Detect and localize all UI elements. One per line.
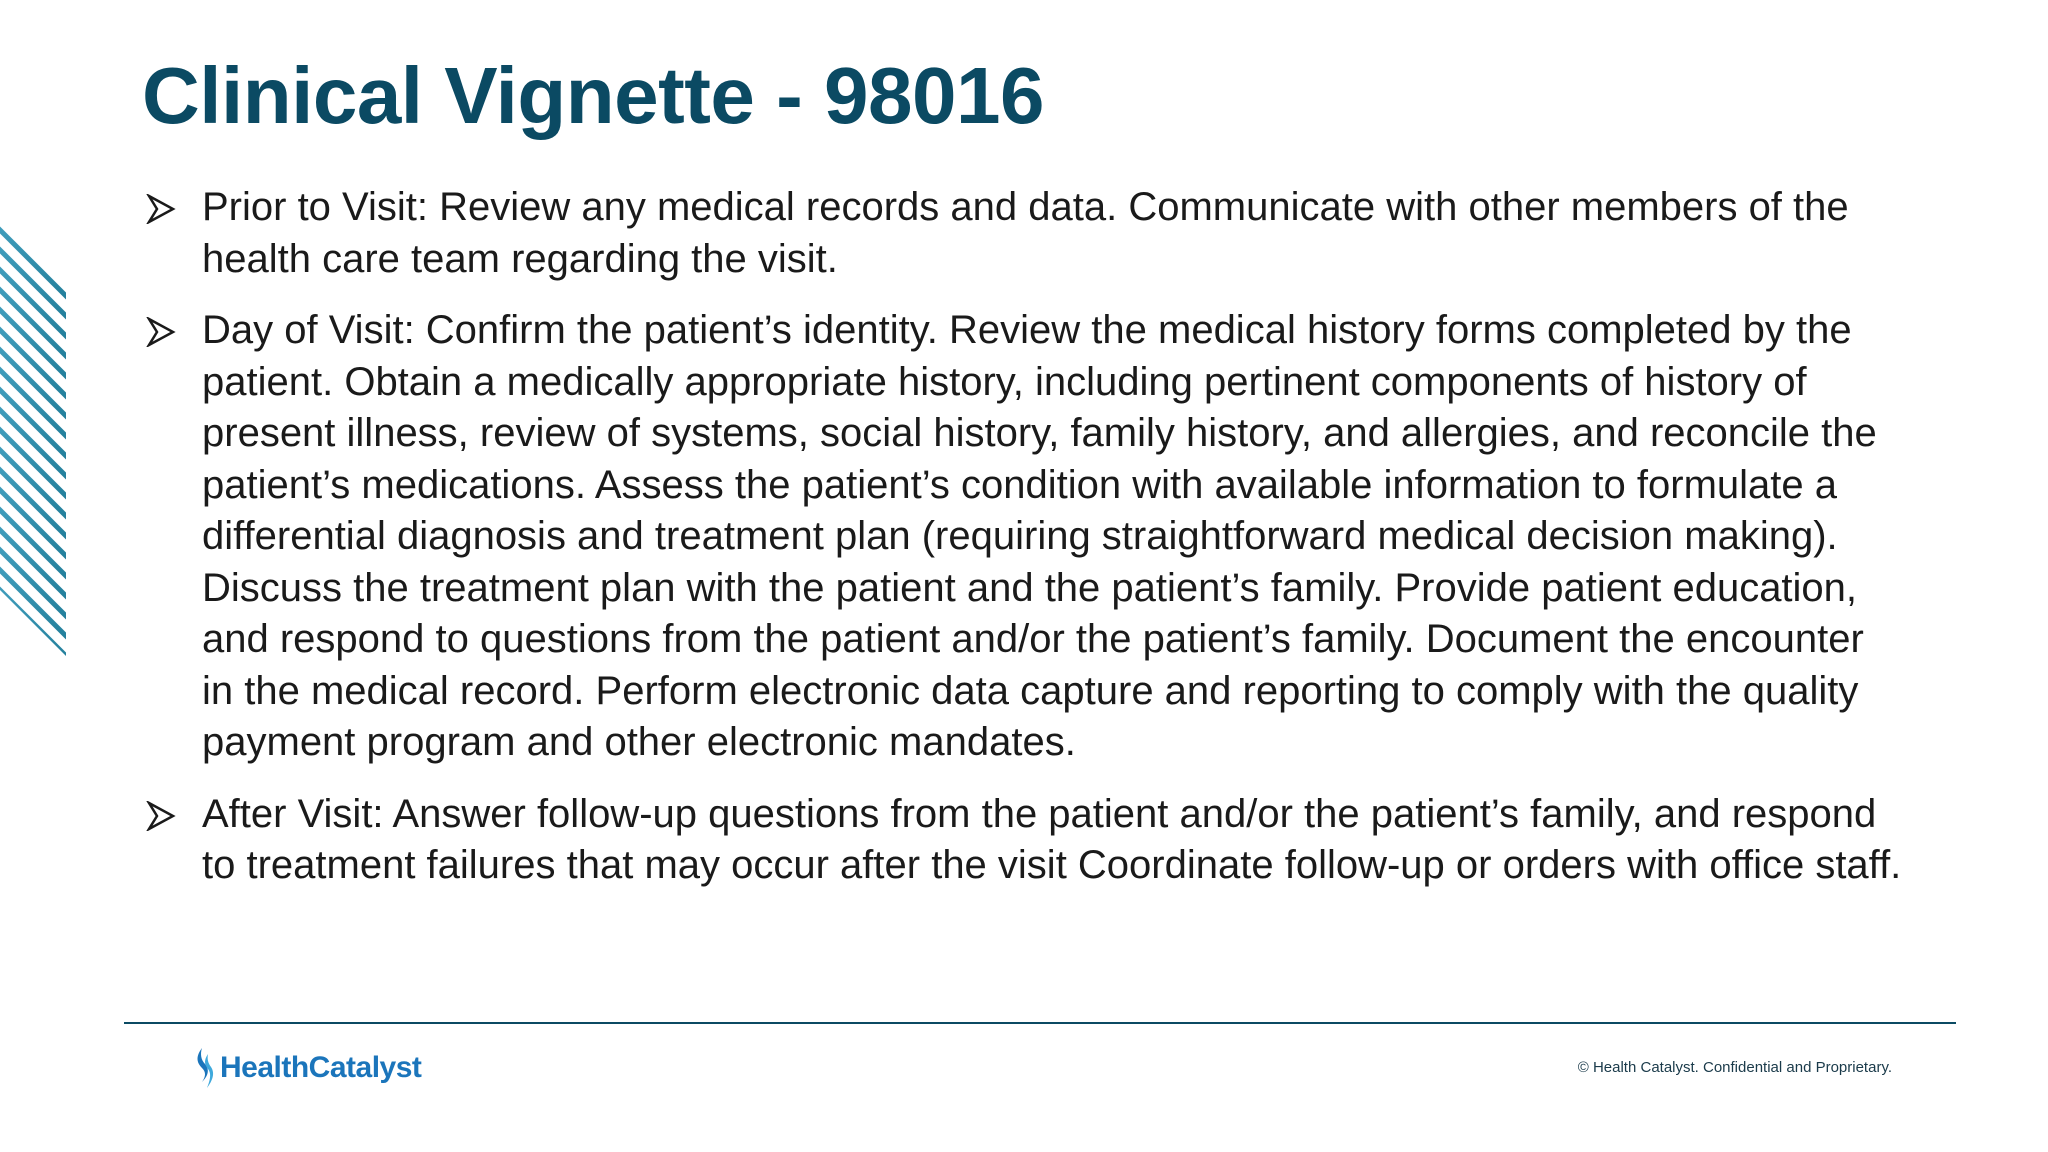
bullet-item-prior-to-visit bbox=[142, 182, 1902, 285]
bullet-item-day-of-visit bbox=[142, 305, 1902, 769]
footer-divider bbox=[124, 1022, 1956, 1024]
logo-text: HealthCatalyst bbox=[220, 1051, 422, 1084]
health-catalyst-logo-icon bbox=[192, 1046, 216, 1090]
bullet-item-after-visit bbox=[142, 789, 1902, 892]
bullet-text: Day of Visit: Confirm the patient’s identity. Review the medical history forms completed by the patient. Obtain a medically appropriate history, including pertinent components of history of present illness, review of systems, social history, family history, and allergies, and reconcile the patient’s medications. Assess the patient’s condition with available information to formulate a differential diagnosis and treatment plan (requiring straightforward medical decision making). Discuss the treatment plan with the patient and the patient’s family. Provide patient education, and respond to questions from the patient and/or the patient’s family. Document the encounter in the medical record. Perform electronic data capture and reporting to comply with the quality payment program and other electronic mandates. bbox=[202, 308, 1877, 764]
bullet-text: After Visit: Answer follow-up questions from the patient and/or the patient’s family, and respond to treatment failures that may occur after the visit Coordinate follow-up or orders with office staff. bbox=[202, 791, 1902, 887]
bullet-list bbox=[142, 182, 1902, 912]
health-catalyst-logo bbox=[192, 1046, 421, 1090]
arrow-bullet-icon bbox=[146, 194, 176, 224]
decorative-stripes-icon bbox=[0, 210, 70, 660]
arrow-bullet-icon bbox=[146, 317, 176, 347]
bullet-text: Prior to Visit: Review any medical records and data. Communicate with other members of the health care team regarding the visit. bbox=[202, 185, 1849, 281]
slide-title: Clinical Vignette - 98016 bbox=[142, 51, 1044, 140]
arrow-bullet-icon bbox=[146, 801, 176, 831]
copyright-notice: © Health Catalyst. Confidential and Proprietary. bbox=[1577, 1059, 1892, 1076]
